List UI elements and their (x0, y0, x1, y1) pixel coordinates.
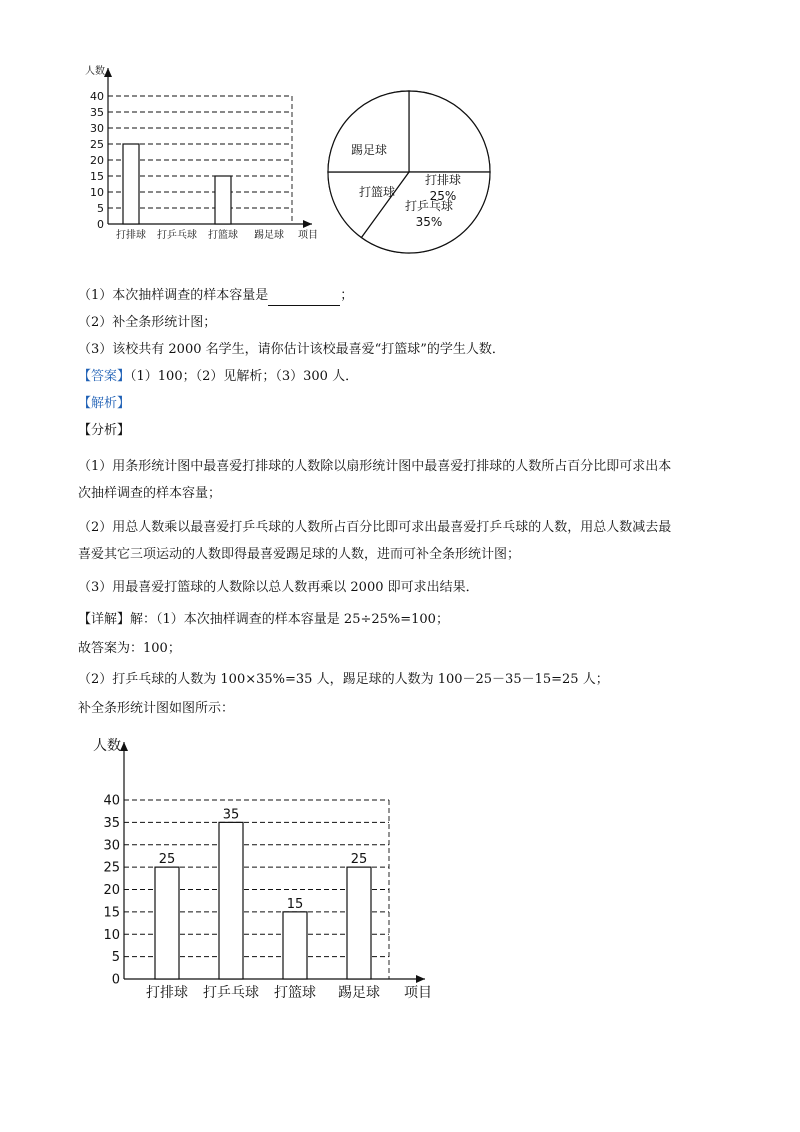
answer-tag: 【答案】 (78, 369, 131, 384)
x-axis-arrow (303, 220, 312, 228)
question-1-text: （1）本次抽样调查的样本容量是 (78, 288, 269, 303)
y-tick-label: 0 (97, 217, 104, 231)
x-category-label: 打排球 (116, 230, 146, 241)
x-category-label: 打排球 (146, 985, 188, 1001)
bar (347, 867, 371, 979)
detail-2-after: 补全条形统计图如图所示： (78, 701, 235, 716)
y-tick-label: 25 (90, 137, 104, 151)
pie-slice-label: 打篮球 (358, 185, 396, 199)
y-tick-label: 5 (97, 201, 104, 215)
analysis-1-line-1: （1）用条形统计图中最喜爱打排球的人数除以扇形统计图中最喜爱打排球的人数所占百分比即可求出本 (78, 459, 672, 474)
bar-chart-incomplete (70, 58, 340, 253)
bar-value-label: 25 (158, 852, 176, 868)
y-tick-label: 20 (103, 883, 120, 899)
x-category-label: 打乒乓球 (203, 985, 259, 1001)
pie-slice-label: 打排球 (424, 173, 462, 187)
answer-body: （1）100；（2）见解析；（3）300 人． (130, 369, 359, 384)
y-tick-label: 15 (103, 905, 120, 921)
pie-slice (328, 91, 409, 172)
y-tick-label: 20 (90, 153, 104, 167)
y-tick-label: 0 (111, 972, 120, 988)
y-tick-label: 30 (103, 838, 120, 854)
bar (219, 822, 243, 979)
pie-slice-percent: 25% (429, 189, 457, 203)
y-tick-label: 35 (90, 105, 104, 119)
y-tick-label: 10 (90, 185, 104, 199)
x-category-label: 打乒乓球 (157, 230, 197, 241)
bar-value-label: 25 (350, 852, 368, 868)
y-tick-label: 5 (111, 950, 120, 966)
y-tick-label: 10 (103, 927, 120, 943)
bar (123, 144, 139, 224)
answer-line (78, 367, 358, 387)
pie-slice-percent: 35% (415, 215, 443, 229)
x-category-label: 踢足球 (254, 230, 284, 241)
bar (155, 867, 179, 979)
y-tick-label: 35 (103, 815, 120, 831)
question-1 (78, 286, 353, 306)
y-axis-label: 人数 (93, 738, 121, 754)
detail-2: （2）打乒乓球的人数为 100×35%=35 人，踢足球的人数为 100－25－35－15=25 人； (78, 672, 609, 687)
x-category-label: 打篮球 (274, 985, 316, 1001)
y-axis-arrow (104, 68, 112, 77)
analysis-1-line-2: 次抽样调查的样本容量； (78, 486, 222, 501)
x-category-label: 打篮球 (208, 230, 238, 241)
x-axis-label: 项目 (298, 230, 318, 241)
bar-value-label: 15 (286, 896, 304, 912)
analysis-2-line-1: （2）用总人数乘以最喜爱打乒乓球的人数所占百分比即可求出最喜爱打乒乓球的人数，用总人数减去最 (78, 520, 672, 535)
jiexi-tag: 【解析】 (78, 396, 131, 411)
analysis-2-line-2: 喜爱其它三项运动的人数即得最喜爱踢足球的人数，进而可补全条形统计图； (78, 547, 521, 562)
detail-line (78, 610, 449, 630)
y-axis-arrow (120, 742, 128, 751)
y-tick-label: 30 (90, 121, 104, 135)
x-category-label: 踢足球 (338, 985, 380, 1001)
detail-tag: 【详解】 (78, 612, 131, 627)
x-axis-arrow (416, 975, 425, 983)
answer-blank (268, 305, 340, 306)
so-answer: 故答案为：100； (78, 641, 181, 656)
y-axis-label: 人数 (85, 66, 105, 77)
bar-chart-complete (80, 728, 450, 1020)
bar (215, 176, 231, 224)
pie-slice (409, 91, 490, 172)
x-axis-label: 项目 (404, 985, 432, 1001)
y-tick-label: 15 (90, 169, 104, 183)
y-tick-label: 40 (90, 89, 104, 103)
question-2: （2）补全条形统计图； (78, 315, 217, 330)
fenxi-tag: 【分析】 (78, 423, 131, 438)
y-tick-label: 40 (103, 793, 120, 809)
bar (283, 912, 307, 979)
pie-slice-label: 打乒乓球 (404, 199, 454, 213)
question-3: （3）该校共有 2000 名学生，请你估计该校最喜爱“打篮球”的学生人数． (78, 342, 505, 357)
analysis-3: （3）用最喜爱打篮球的人数除以总人数再乘以 2000 即可求出结果． (78, 580, 479, 595)
pie-chart (325, 90, 500, 260)
y-tick-label: 25 (103, 860, 120, 876)
pie-slice-label: 踢足球 (350, 143, 388, 157)
bar-value-label: 35 (222, 807, 240, 823)
question-1-end: ； (340, 288, 354, 303)
detail-body: 解：（1）本次抽样调查的样本容量是 25÷25%=100； (130, 612, 449, 627)
